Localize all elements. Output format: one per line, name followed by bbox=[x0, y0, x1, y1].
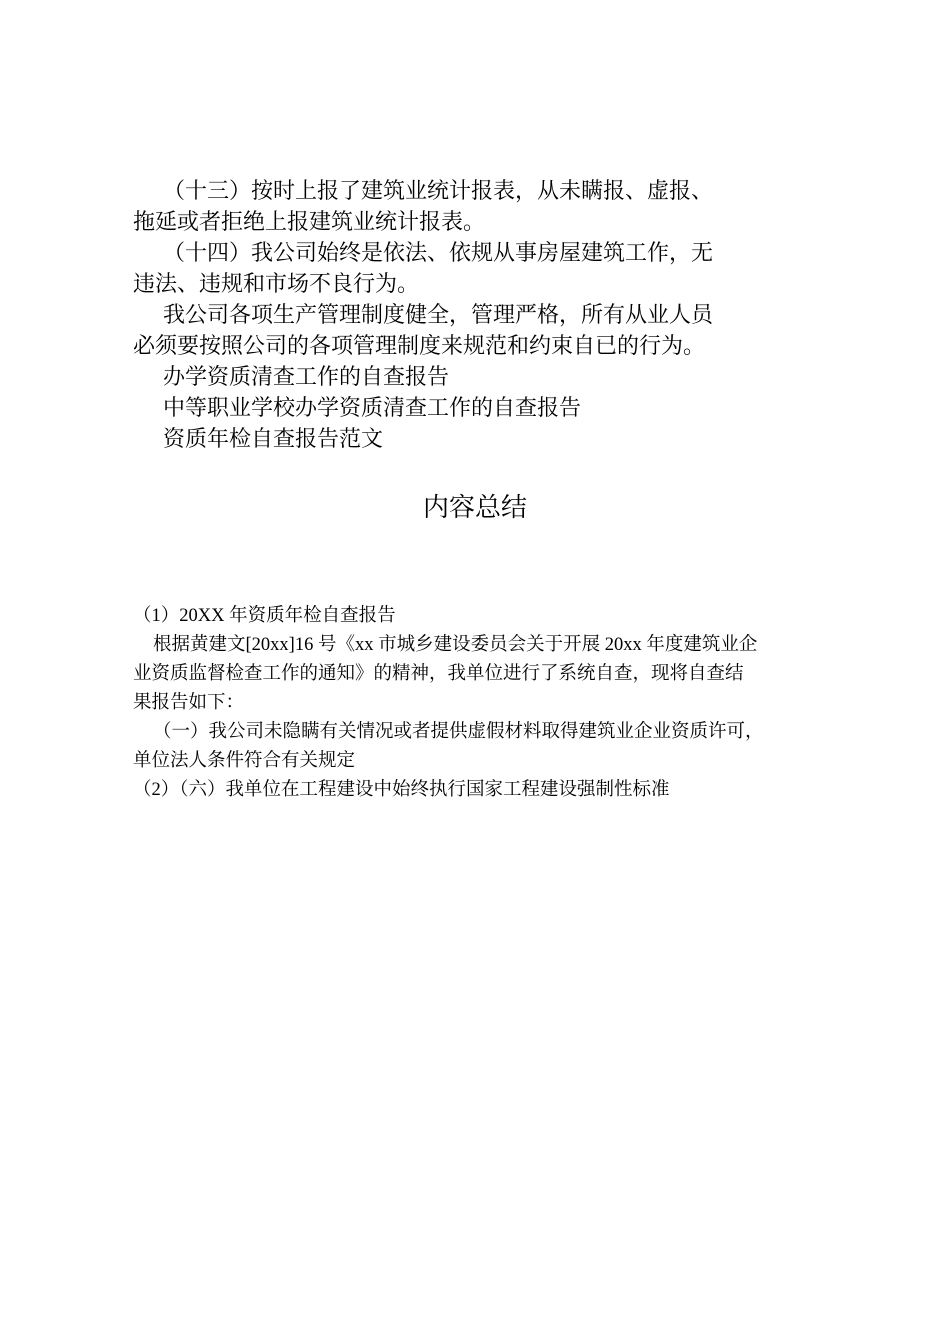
related-title-line: 资质年检自查报告范文 bbox=[163, 427, 384, 452]
summary-line: 根据黄建文[20xx]16 号《xx 市城乡建设委员会关于开展 20xx 年度建筑业企 bbox=[153, 635, 758, 655]
paragraph-line: （十三）按时上报了建筑业统计报表，从未瞒报、虚报、 bbox=[163, 179, 714, 204]
summary-line: （1）20XX 年资质年检自查报告 bbox=[133, 606, 396, 626]
summary-section bbox=[133, 602, 853, 805]
summary-line: 单位法人条件符合有关规定 bbox=[133, 751, 356, 771]
paragraph-line: 拖延或者拒绝上报建筑业统计报表。 bbox=[133, 210, 486, 235]
related-title-line: 办学资质清查工作的自查报告 bbox=[163, 365, 450, 390]
paragraph-line: （十四）我公司始终是依法、依规从事房屋建筑工作，无 bbox=[163, 241, 714, 266]
report-body-section bbox=[133, 176, 833, 455]
paragraph-line: 我公司各项生产管理制度健全，管理严格，所有从业人员 bbox=[163, 303, 714, 328]
related-title-line: 中等职业学校办学资质清查工作的自查报告 bbox=[163, 396, 582, 421]
paragraph-line: 违法、违规和市场不良行为。 bbox=[133, 272, 420, 297]
summary-line: （一）我公司未隐瞒有关情况或者提供虚假材料取得建筑业企业资质许可， bbox=[153, 722, 764, 742]
summary-line: 果报告如下： bbox=[133, 693, 245, 713]
summary-line: （2）（六）我单位在工程建设中始终执行国家工程建设强制性标准 bbox=[133, 780, 670, 800]
summary-heading: 内容总结 bbox=[422, 493, 527, 523]
summary-line: 业资质监督检查工作的通知》的精神，我单位进行了系统自查，现将自查结 bbox=[133, 664, 744, 684]
paragraph-line: 必须要按照公司的各项管理制度来规范和约束自已的行为。 bbox=[133, 334, 706, 359]
